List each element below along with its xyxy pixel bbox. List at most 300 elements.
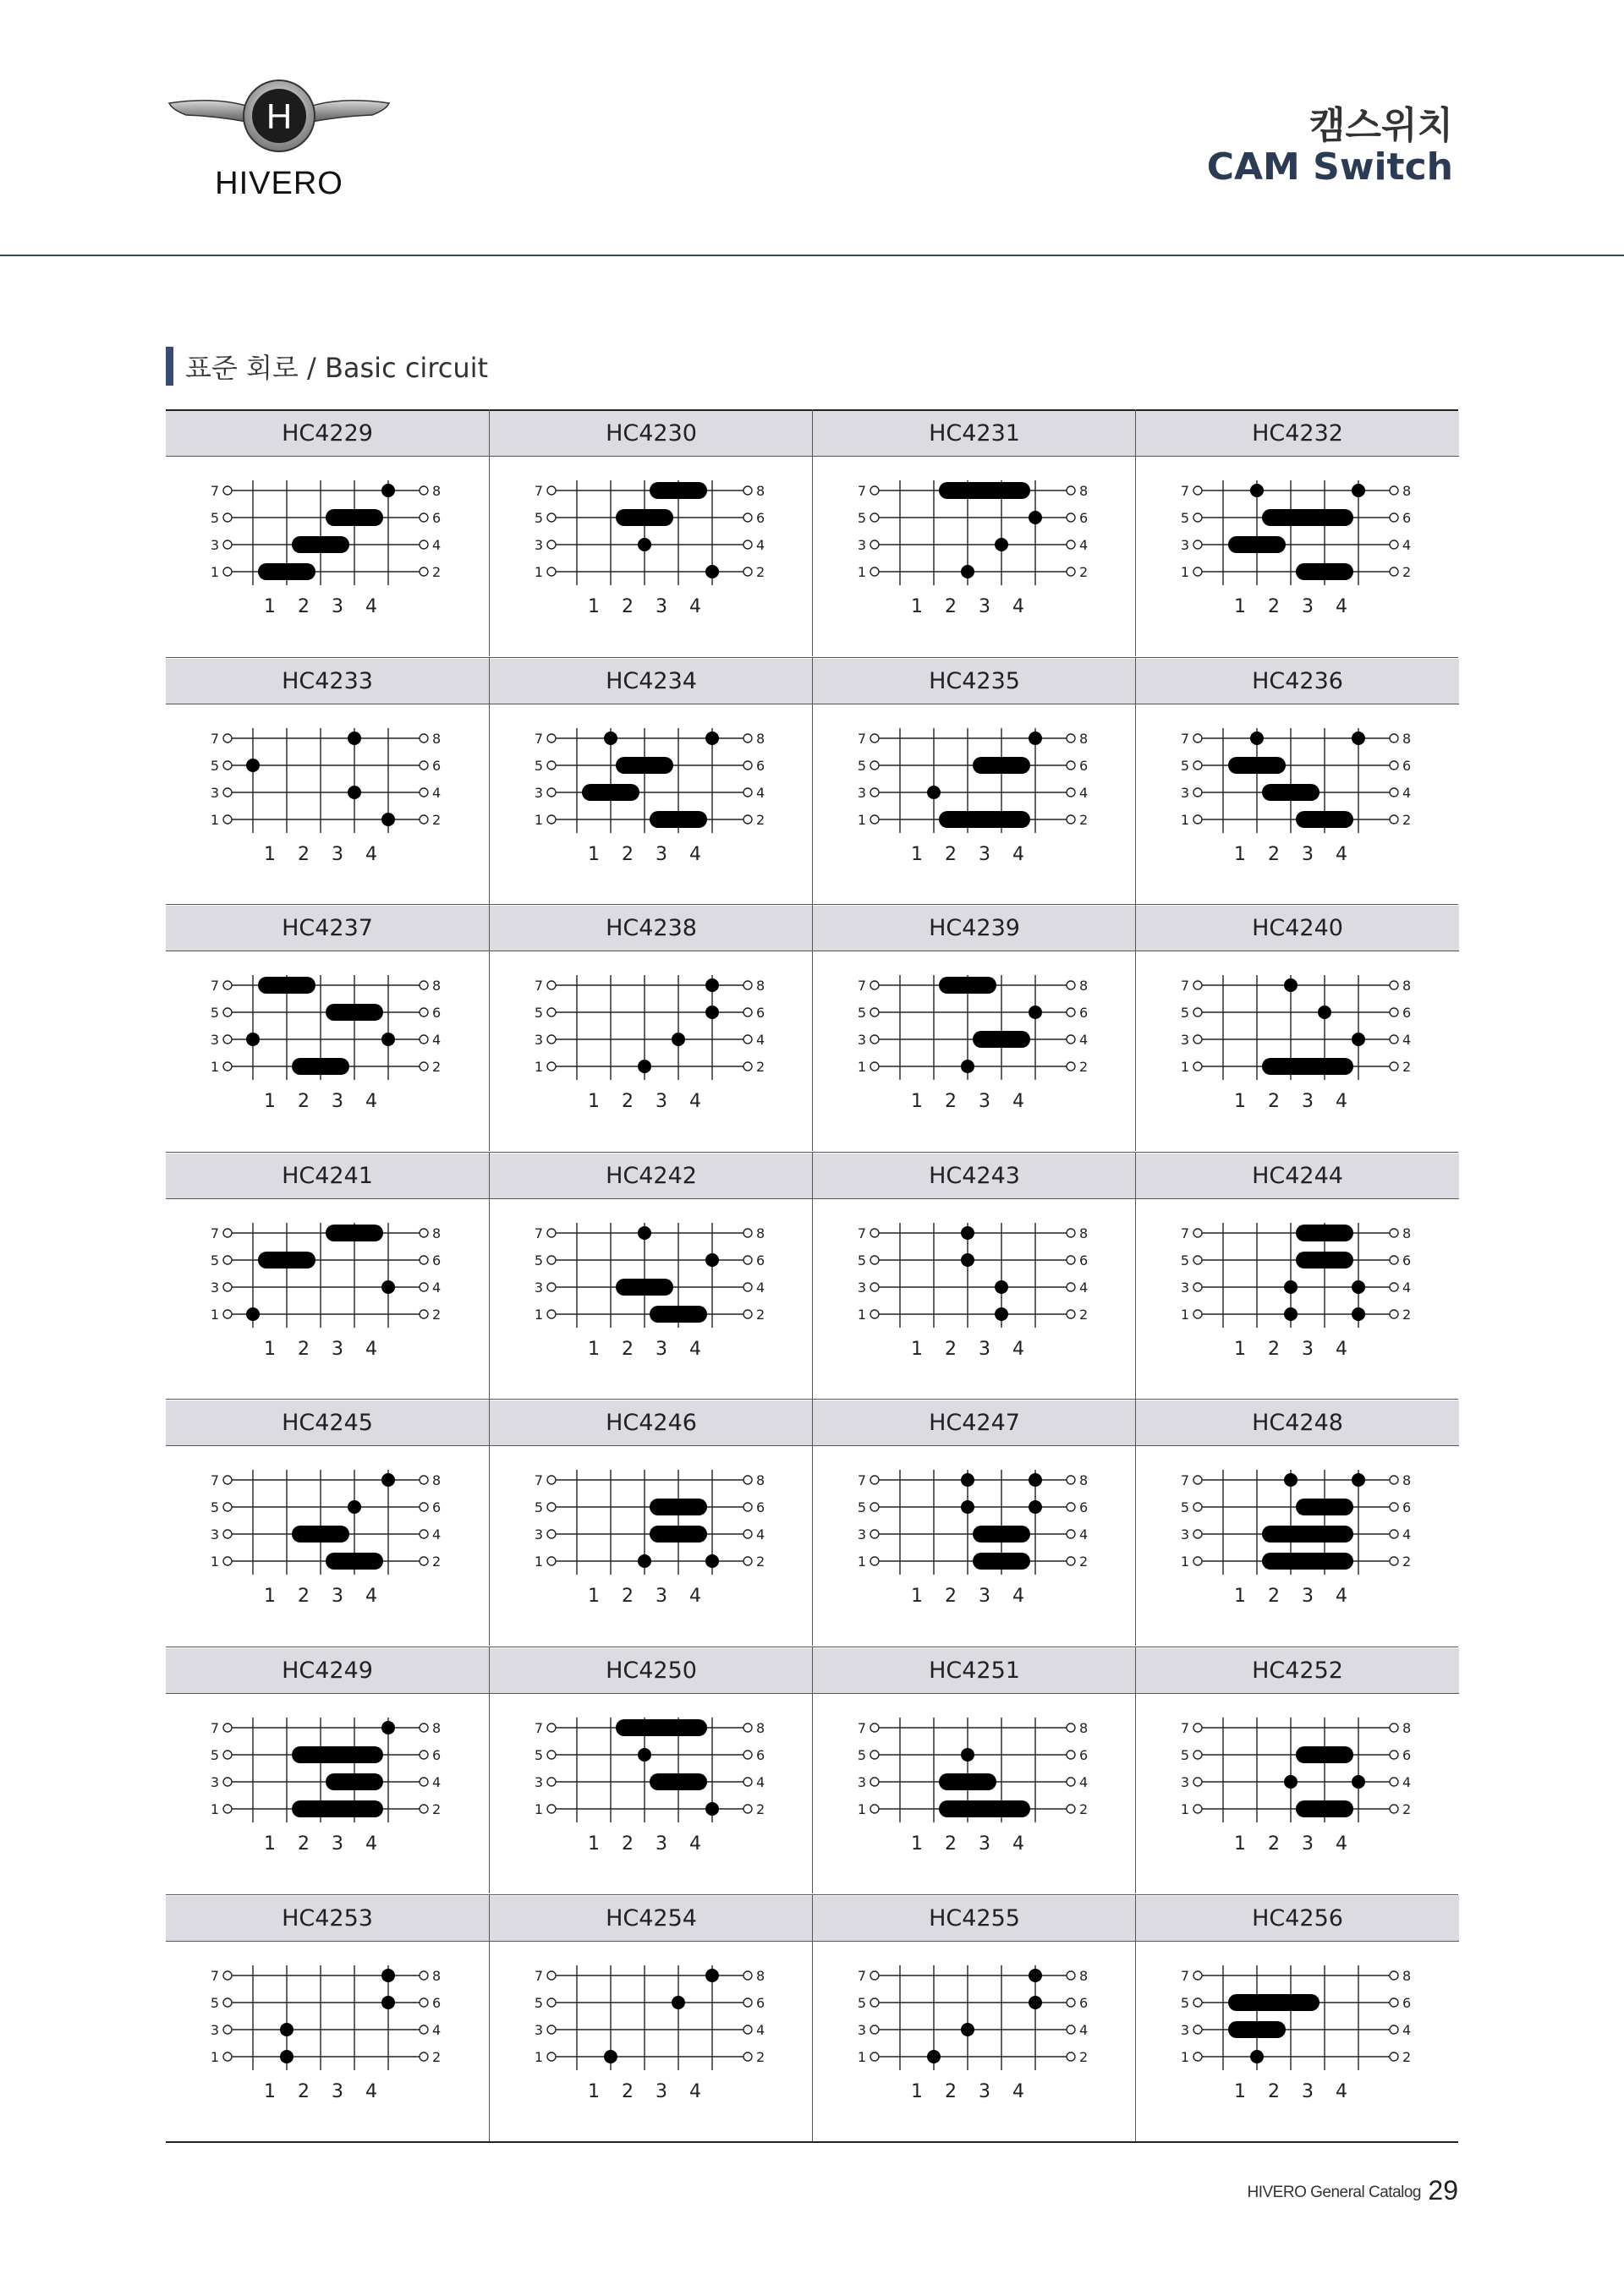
position-number: 4 <box>1012 2080 1024 2102</box>
terminal-left-icon <box>547 1062 556 1071</box>
circuit-cell <box>489 409 813 656</box>
terminal-number-left: 5 <box>857 1994 866 2011</box>
circuit-cell <box>489 657 813 904</box>
circuit-diagram <box>1182 1466 1411 1627</box>
terminal-number-right: 2 <box>432 2048 442 2065</box>
terminal-left-icon <box>1193 1035 1202 1044</box>
terminal-number-left: 3 <box>210 1774 219 1790</box>
position-number: 3 <box>656 2080 667 2102</box>
terminal-number-right: 8 <box>756 730 765 747</box>
contact-bar <box>973 757 1030 774</box>
contact-dot <box>1284 1775 1298 1789</box>
logo-text: HIVERO <box>215 166 343 201</box>
terminal-number-right: 4 <box>432 1032 442 1049</box>
model-label: HC4230 <box>490 411 813 457</box>
position-number: 1 <box>588 1338 600 1360</box>
model-label: HC4256 <box>1136 1896 1459 1942</box>
terminal-right-icon <box>743 1310 752 1318</box>
terminal-number-left: 7 <box>857 483 866 499</box>
terminal-left-icon <box>870 1035 879 1044</box>
terminal-number-right: 6 <box>1079 1005 1089 1022</box>
terminal-right-icon <box>1067 1256 1075 1264</box>
terminal-number-right: 8 <box>756 978 765 995</box>
terminal-left-icon <box>870 1256 879 1264</box>
terminal-right-icon <box>743 2052 752 2061</box>
terminal-number-right: 6 <box>1402 757 1412 774</box>
contact-dot <box>1029 732 1042 745</box>
grid-row <box>166 657 1458 904</box>
circuit-diagram <box>212 1219 441 1380</box>
contact-dot <box>1352 1473 1365 1487</box>
terminal-number-left: 5 <box>534 1499 543 1516</box>
position-number: 3 <box>1302 1338 1314 1360</box>
contact-bar <box>1296 1746 1353 1763</box>
circuit-diagram <box>212 972 441 1132</box>
contact-bar <box>326 1225 383 1241</box>
circuit-diagram <box>1182 477 1411 638</box>
position-number: 2 <box>622 2080 634 2102</box>
contact-dot <box>1284 978 1298 992</box>
terminal-left-icon <box>547 1476 556 1484</box>
section-label: 표준 회로 / Basic circuit <box>185 352 489 384</box>
terminal-number-right: 8 <box>1079 483 1089 499</box>
circuit-cell <box>489 1152 813 1399</box>
terminal-left-icon <box>1193 2025 1202 2034</box>
contact-bar <box>939 1800 1030 1817</box>
terminal-number-left: 1 <box>1180 564 1189 580</box>
terminal-right-icon <box>420 1310 428 1318</box>
contact-bar <box>1262 509 1353 526</box>
terminal-left-icon <box>1193 788 1202 797</box>
circuit-diagram <box>536 972 765 1132</box>
circuit-diagram <box>859 725 1088 885</box>
position-number: 4 <box>365 596 377 617</box>
terminal-right-icon <box>743 1805 752 1813</box>
terminal-number-left: 3 <box>534 1279 543 1296</box>
terminal-number-right: 8 <box>432 730 442 747</box>
contact-bar <box>1228 757 1286 774</box>
contact-bar <box>1228 536 1286 553</box>
terminal-number-right: 8 <box>756 1225 765 1241</box>
terminal-number-left: 5 <box>210 1994 219 2011</box>
terminal-number-right: 2 <box>756 1553 765 1570</box>
terminal-left-icon <box>870 981 879 989</box>
position-number: 3 <box>1302 1091 1314 1113</box>
terminal-left-icon <box>870 486 879 495</box>
terminal-left-icon <box>1193 734 1202 743</box>
terminal-left-icon <box>223 734 232 743</box>
terminal-number-left: 1 <box>534 1306 543 1323</box>
terminal-left-icon <box>870 1778 879 1786</box>
terminal-right-icon <box>420 1723 428 1732</box>
contact-dot <box>604 2050 617 2063</box>
contact-dot <box>705 1253 719 1267</box>
position-number: 2 <box>945 843 957 865</box>
terminal-number-left: 3 <box>210 1032 219 1049</box>
terminal-left-icon <box>547 1530 556 1538</box>
contact-bar <box>292 536 349 553</box>
terminal-left-icon <box>1193 1256 1202 1264</box>
terminal-number-left: 7 <box>534 1225 543 1241</box>
terminal-number-left: 7 <box>1180 1720 1189 1736</box>
contact-dot <box>995 1307 1008 1321</box>
model-label: HC4238 <box>490 906 813 951</box>
position-number: 1 <box>1234 2080 1246 2102</box>
terminal-number-right: 6 <box>1402 510 1412 526</box>
terminal-left-icon <box>1193 1998 1202 2007</box>
position-number: 4 <box>1336 1833 1347 1855</box>
circuit-cell <box>166 657 489 904</box>
position-number: 2 <box>945 1338 957 1360</box>
circuit-cell <box>1135 1152 1459 1399</box>
terminal-number-right: 6 <box>432 1747 442 1763</box>
circuit-diagram <box>536 1219 765 1380</box>
circuit-cell <box>1135 904 1459 1151</box>
circuit-diagram <box>859 1219 1088 1380</box>
terminal-number-right: 2 <box>1402 1801 1412 1817</box>
contact-bar <box>292 1800 383 1817</box>
terminal-right-icon <box>1390 981 1398 989</box>
terminal-right-icon <box>1390 1283 1398 1291</box>
terminal-number-left: 3 <box>534 784 543 801</box>
terminal-number-left: 7 <box>857 1720 866 1736</box>
terminal-right-icon <box>1067 1723 1075 1732</box>
contact-dot <box>638 1060 651 1073</box>
terminal-left-icon <box>870 1229 879 1237</box>
terminal-number-left: 3 <box>1180 1032 1189 1049</box>
terminal-left-icon <box>223 1751 232 1759</box>
contact-dot <box>381 1473 395 1487</box>
terminal-number-right: 2 <box>1402 1306 1412 1323</box>
circuit-diagram <box>859 1962 1088 2123</box>
terminal-right-icon <box>1390 1035 1398 1044</box>
position-number: 3 <box>1302 1833 1314 1855</box>
terminal-number-left: 7 <box>857 1225 866 1241</box>
terminal-right-icon <box>1067 1557 1075 1565</box>
section-marker <box>166 347 173 386</box>
model-label: HC4231 <box>813 411 1136 457</box>
position-number: 4 <box>689 1091 701 1113</box>
position-number: 1 <box>911 1091 923 1113</box>
model-label: HC4232 <box>1136 411 1459 457</box>
terminal-left-icon <box>870 1723 879 1732</box>
terminal-number-right: 4 <box>756 537 765 553</box>
contact-dot <box>1284 1473 1298 1487</box>
terminal-left-icon <box>870 734 879 743</box>
terminal-number-right: 6 <box>1402 1252 1412 1269</box>
terminal-left-icon <box>1193 1503 1202 1511</box>
terminal-left-icon <box>870 2052 879 2061</box>
terminal-number-right: 8 <box>1402 1967 1412 1984</box>
contact-bar <box>650 1526 707 1543</box>
terminal-left-icon <box>870 815 879 824</box>
terminal-right-icon <box>743 815 752 824</box>
contact-dot <box>381 1721 395 1734</box>
page-header <box>0 0 1624 256</box>
terminal-right-icon <box>743 2025 752 2034</box>
circuit-cell <box>166 904 489 1151</box>
contact-bar <box>973 1526 1030 1543</box>
terminal-number-left: 1 <box>534 2048 543 2065</box>
terminal-number-left: 5 <box>210 1252 219 1269</box>
contact-dot <box>995 538 1008 551</box>
terminal-left-icon <box>1193 1723 1202 1732</box>
terminal-number-right: 6 <box>1079 1499 1089 1516</box>
terminal-number-left: 5 <box>210 1499 219 1516</box>
position-number: 2 <box>622 1586 634 1608</box>
position-number: 1 <box>264 843 276 865</box>
circuit-diagram <box>1182 972 1411 1132</box>
terminal-number-left: 5 <box>534 1994 543 2011</box>
terminal-number-right: 2 <box>756 564 765 580</box>
terminal-right-icon <box>420 567 428 576</box>
position-number: 2 <box>298 1586 310 1608</box>
terminal-number-right: 6 <box>756 510 765 526</box>
terminal-left-icon <box>547 1283 556 1291</box>
terminal-number-left: 7 <box>210 483 219 499</box>
model-label: HC4243 <box>813 1153 1136 1199</box>
terminal-left-icon <box>870 1971 879 1980</box>
terminal-left-icon <box>547 486 556 495</box>
terminal-right-icon <box>1390 1723 1398 1732</box>
terminal-number-right: 2 <box>1079 1801 1089 1817</box>
terminal-left-icon <box>1193 1062 1202 1071</box>
terminal-right-icon <box>1390 567 1398 576</box>
terminal-number-right: 2 <box>756 2048 765 2065</box>
grid-row <box>166 1152 1458 1399</box>
terminal-number-right: 8 <box>1079 1225 1089 1241</box>
terminal-number-left: 5 <box>534 1252 543 1269</box>
model-label: HC4248 <box>1136 1400 1459 1446</box>
terminal-number-right: 2 <box>756 1306 765 1323</box>
position-number: 3 <box>332 843 343 865</box>
terminal-number-right: 4 <box>756 784 765 801</box>
contact-dot <box>1352 484 1365 497</box>
terminal-left-icon <box>223 1805 232 1813</box>
contact-dot <box>961 2023 974 2036</box>
terminal-right-icon <box>743 1557 752 1565</box>
position-number: 4 <box>365 2080 377 2102</box>
terminal-number-left: 1 <box>857 564 866 580</box>
position-number: 4 <box>1012 1338 1024 1360</box>
terminal-number-left: 5 <box>534 1005 543 1022</box>
terminal-right-icon <box>420 1503 428 1511</box>
terminal-right-icon <box>1067 761 1075 770</box>
contact-dot <box>961 1473 974 1487</box>
circuit-diagram <box>1182 1714 1411 1875</box>
terminal-number-left: 5 <box>534 1747 543 1763</box>
contact-bar <box>1262 1526 1353 1543</box>
position-number: 1 <box>1234 843 1246 865</box>
contact-dot <box>1029 1500 1042 1514</box>
circuit-cell <box>812 657 1136 904</box>
position-number: 4 <box>1012 1833 1024 1855</box>
terminal-right-icon <box>1067 2025 1075 2034</box>
terminal-number-right: 2 <box>1402 564 1412 580</box>
position-number: 1 <box>588 1833 600 1855</box>
terminal-left-icon <box>223 513 232 522</box>
terminal-right-icon <box>1067 1503 1075 1511</box>
terminal-right-icon <box>420 513 428 522</box>
terminal-right-icon <box>1067 1530 1075 1538</box>
terminal-number-left: 3 <box>534 1526 543 1543</box>
contact-dot <box>638 1748 651 1762</box>
terminal-left-icon <box>1193 1530 1202 1538</box>
terminal-right-icon <box>1067 1283 1075 1291</box>
winged-h-emblem-icon <box>165 78 393 162</box>
position-number: 1 <box>911 596 923 617</box>
terminal-number-left: 3 <box>534 1032 543 1049</box>
contact-dot <box>280 2050 294 2063</box>
terminal-number-right: 6 <box>756 1994 765 2011</box>
terminal-number-left: 3 <box>857 537 866 553</box>
position-number: 2 <box>945 1586 957 1608</box>
terminal-right-icon <box>1067 1778 1075 1786</box>
terminal-left-icon <box>223 1557 232 1565</box>
terminal-number-right: 6 <box>1402 1005 1412 1022</box>
contact-dot <box>1029 1006 1042 1019</box>
terminal-right-icon <box>1067 981 1075 989</box>
terminal-number-right: 8 <box>1079 1967 1089 1984</box>
terminal-number-right: 4 <box>1402 1279 1412 1296</box>
contact-dot <box>381 1996 395 2009</box>
terminal-right-icon <box>420 761 428 770</box>
logo-letter: H <box>266 96 293 136</box>
position-number: 3 <box>1302 2080 1314 2102</box>
terminal-number-right: 8 <box>756 483 765 499</box>
contact-bar <box>1228 2021 1286 2038</box>
model-label: HC4242 <box>490 1153 813 1199</box>
model-label: HC4234 <box>490 659 813 704</box>
position-number: 2 <box>622 596 634 617</box>
terminal-right-icon <box>420 2025 428 2034</box>
grid-row <box>166 1399 1458 1646</box>
terminal-number-right: 4 <box>432 784 442 801</box>
terminal-left-icon <box>1193 1229 1202 1237</box>
position-number: 2 <box>1268 596 1280 617</box>
terminal-right-icon <box>743 486 752 495</box>
terminal-number-right: 4 <box>1402 2021 1412 2038</box>
circuit-cell <box>812 1399 1136 1646</box>
contact-dot <box>638 1554 651 1568</box>
terminal-left-icon <box>223 1998 232 2007</box>
contact-bar <box>616 1719 707 1736</box>
terminal-left-icon <box>870 513 879 522</box>
position-number: 3 <box>656 1091 667 1113</box>
terminal-left-icon <box>223 1310 232 1318</box>
terminal-number-right: 2 <box>1079 564 1089 580</box>
grid-row <box>166 1647 1458 1893</box>
model-label: HC4244 <box>1136 1153 1459 1199</box>
terminal-left-icon <box>870 788 879 797</box>
position-number: 2 <box>298 596 310 617</box>
contact-dot <box>1352 1775 1365 1789</box>
terminal-number-right: 2 <box>1402 811 1412 828</box>
model-label: HC4239 <box>813 906 1136 951</box>
terminal-number-left: 7 <box>534 978 543 995</box>
terminal-right-icon <box>1390 1229 1398 1237</box>
grid-bottom-rule <box>166 2141 1458 2143</box>
terminal-number-left: 7 <box>210 730 219 747</box>
terminal-left-icon <box>223 567 232 576</box>
terminal-number-right: 6 <box>432 757 442 774</box>
contact-dot <box>381 1033 395 1046</box>
model-label: HC4235 <box>813 659 1136 704</box>
terminal-number-left: 3 <box>534 537 543 553</box>
terminal-right-icon <box>420 788 428 797</box>
circuit-grid <box>166 409 1458 2143</box>
terminal-left-icon <box>1193 1008 1202 1016</box>
terminal-number-left: 1 <box>857 1553 866 1570</box>
circuit-diagram <box>1182 725 1411 885</box>
terminal-number-right: 2 <box>432 564 442 580</box>
position-number: 2 <box>1268 1833 1280 1855</box>
position-number: 2 <box>622 843 634 865</box>
grid-row <box>166 409 1458 656</box>
terminal-left-icon <box>223 815 232 824</box>
hivero-logo <box>165 78 393 205</box>
terminal-left-icon <box>1193 1805 1202 1813</box>
terminal-number-left: 1 <box>534 1553 543 1570</box>
terminal-number-left: 1 <box>1180 2048 1189 2065</box>
position-number: 3 <box>979 2080 990 2102</box>
terminal-number-left: 1 <box>857 2048 866 2065</box>
contact-bar <box>650 482 707 499</box>
terminal-number-right: 2 <box>1079 1059 1089 1076</box>
contact-bar <box>1262 1553 1353 1570</box>
circuit-diagram <box>212 1714 441 1875</box>
terminal-left-icon <box>223 1008 232 1016</box>
terminal-right-icon <box>1390 734 1398 743</box>
terminal-right-icon <box>1067 513 1075 522</box>
terminal-number-left: 7 <box>210 978 219 995</box>
contact-dot <box>961 1748 974 1762</box>
terminal-right-icon <box>420 1530 428 1538</box>
contact-bar <box>326 509 383 526</box>
grid-row <box>166 1894 1458 2141</box>
terminal-right-icon <box>743 1998 752 2007</box>
terminal-right-icon <box>1067 567 1075 576</box>
terminal-left-icon <box>1193 540 1202 549</box>
contact-bar <box>939 811 1030 828</box>
terminal-number-right: 4 <box>432 1526 442 1543</box>
terminal-number-right: 4 <box>1079 1526 1089 1543</box>
terminal-right-icon <box>1067 734 1075 743</box>
circuit-cell <box>166 1647 489 1893</box>
circuit-diagram <box>1182 1962 1411 2123</box>
position-number: 4 <box>689 1833 701 1855</box>
terminal-number-right: 4 <box>756 2021 765 2038</box>
terminal-number-left: 3 <box>857 784 866 801</box>
terminal-right-icon <box>1390 1008 1398 1016</box>
position-number: 4 <box>689 843 701 865</box>
position-number: 4 <box>365 1091 377 1113</box>
terminal-right-icon <box>420 815 428 824</box>
terminal-number-left: 3 <box>857 2021 866 2038</box>
contact-dot <box>348 786 361 799</box>
terminal-number-left: 5 <box>210 1747 219 1763</box>
terminal-number-right: 6 <box>756 1252 765 1269</box>
terminal-number-left: 5 <box>1180 1499 1189 1516</box>
terminal-left-icon <box>870 1310 879 1318</box>
contact-dot <box>1284 1307 1298 1321</box>
terminal-right-icon <box>1067 1008 1075 1016</box>
position-number: 2 <box>945 1091 957 1113</box>
position-number: 1 <box>264 596 276 617</box>
terminal-right-icon <box>1390 1751 1398 1759</box>
terminal-left-icon <box>1193 2052 1202 2061</box>
circuit-diagram <box>536 725 765 885</box>
